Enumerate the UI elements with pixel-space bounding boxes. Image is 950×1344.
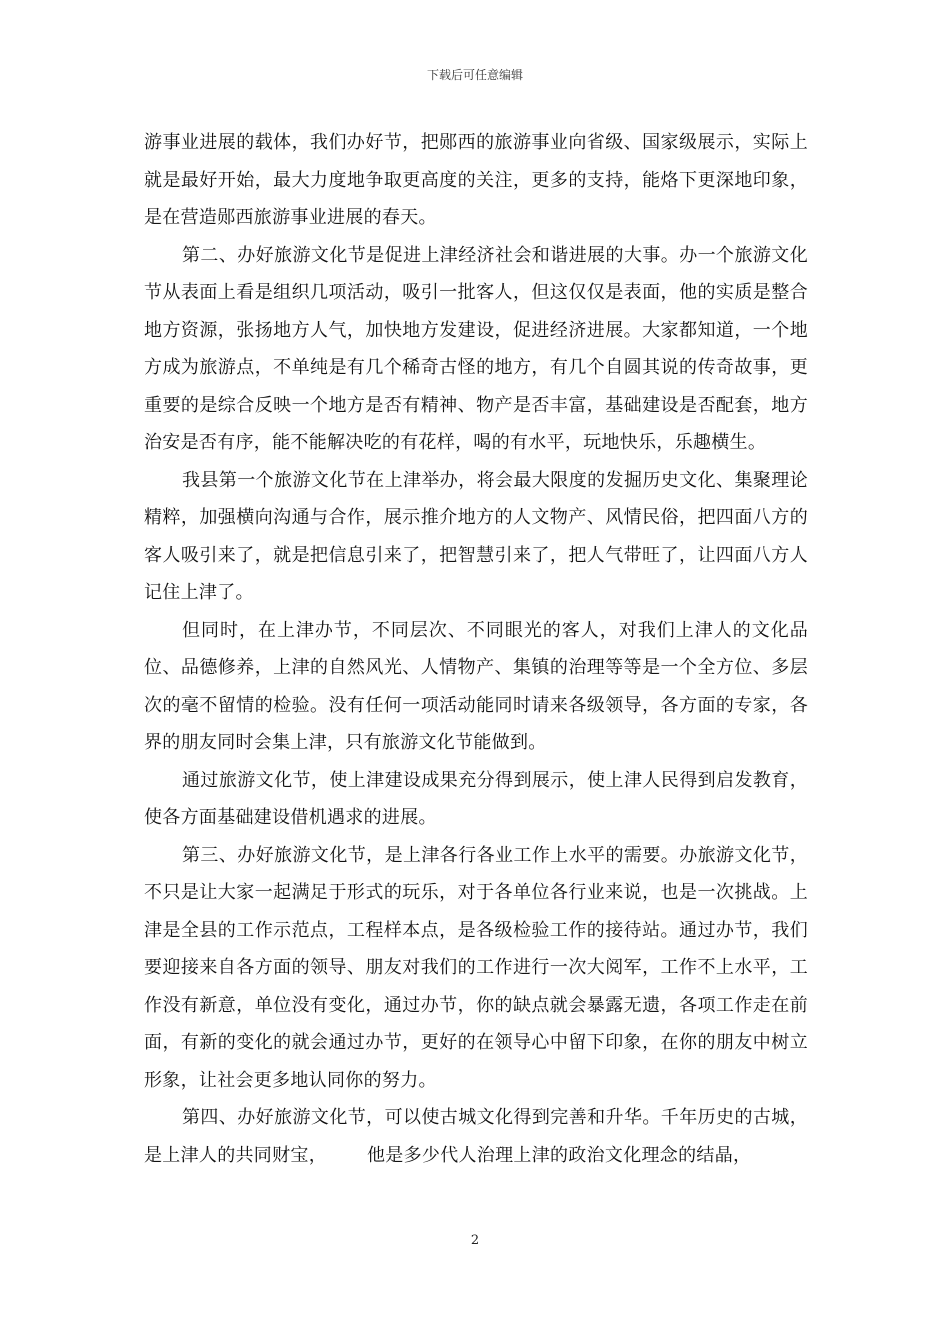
paragraph: 但同时，在上津办节，不同层次、不同眼光的客人，对我们上津人的文化品位、品德修养，上津的自然风光、人情物产、集镇的治理等等是一个全方位、多层次的毫不留情的检验。没有任何一项活动能同时请来各级领导，各方面的专家，各界的朋友同时会集上津，只有旅游文化节能做到。 — [144, 619, 808, 753]
paragraph: 第二、办好旅游文化节是促进上津经济社会和谐进展的大事。办一个旅游文化节从表面上看是组织几项活动，吸引一批客人，但这仅仅是表面，他的实质是整合地方资源，张扬地方人气，加快地方发建设，促进经济进展。大家都知道，一个地方成为旅游点，不单纯是有几个稀奇古怪的地方，有几个自圆其说的传奇故事，更重要的是综合反映一个地方是否有精神、物产是否丰富，基础建设是否配套，地方治安是否有序，能不能解决吃的有花样，喝的有水平，玩地快乐，乐趣横生。 — [144, 244, 808, 453]
page-header: 下载后可任意编辑 — [426, 68, 523, 82]
paragraph: 我县第一个旅游文化节在上津举办，将会最大限度的发掘历史文化、集聚理论精粹，加强横向沟通与合作，展示推介地方的人文物产、风情民俗，把四面八方的客人吸引来了，就是把信息引来了，把智慧引来了，把人气带旺了，让四面八方人记住上津了。 — [144, 469, 808, 603]
page-number: 2 — [470, 1233, 480, 1248]
paragraph: 游事业进展的载体，我们办好节，把郧西的旅游事业向省级、国家级展示，实际上就是最好开始，最大力度地争取更高度的关注，更多的支持，能烙下更深地印象，是在营造郧西旅游事业进展的春天。 — [144, 132, 808, 228]
paragraph: 通过旅游文化节，使上津建设成果充分得到展示，使上津人民得到启发教育，使各方面基础建设借机遇求的进展。 — [144, 769, 808, 828]
paragraph-text: 他是多少代人治理上津的政治文化理念的结晶， — [367, 1144, 752, 1166]
document-body — [144, 124, 808, 1174]
paragraph: 第三、办好旅游文化节，是上津各行各业工作上水平的需要。办旅游文化节，不只是让大家一起满足于形式的玩乐，对于各单位各行业来说，也是一次挑战。上津是全县的工作示范点，工程样本点，是各级检验工作的接待站。通过办节，我们要迎接来自各方面的领导、朋友对我们的工作进行一次大阅军，工作不上水平，工作没有新意，单位没有变化，通过办节，你的缺点就会暴露无遗，各项工作走在前面，有新的变化的就会通过办节，更好的在领导心中留下印象，在你的朋友中树立形象，让社会更多地认同你的努力。 — [144, 844, 808, 1091]
paragraph-text: 第四、办好旅游文化节，可以使古城文化得到完善和升华。千年历史的古城，是上津人的共同财宝， — [144, 1107, 808, 1166]
paragraph — [144, 1099, 808, 1174]
